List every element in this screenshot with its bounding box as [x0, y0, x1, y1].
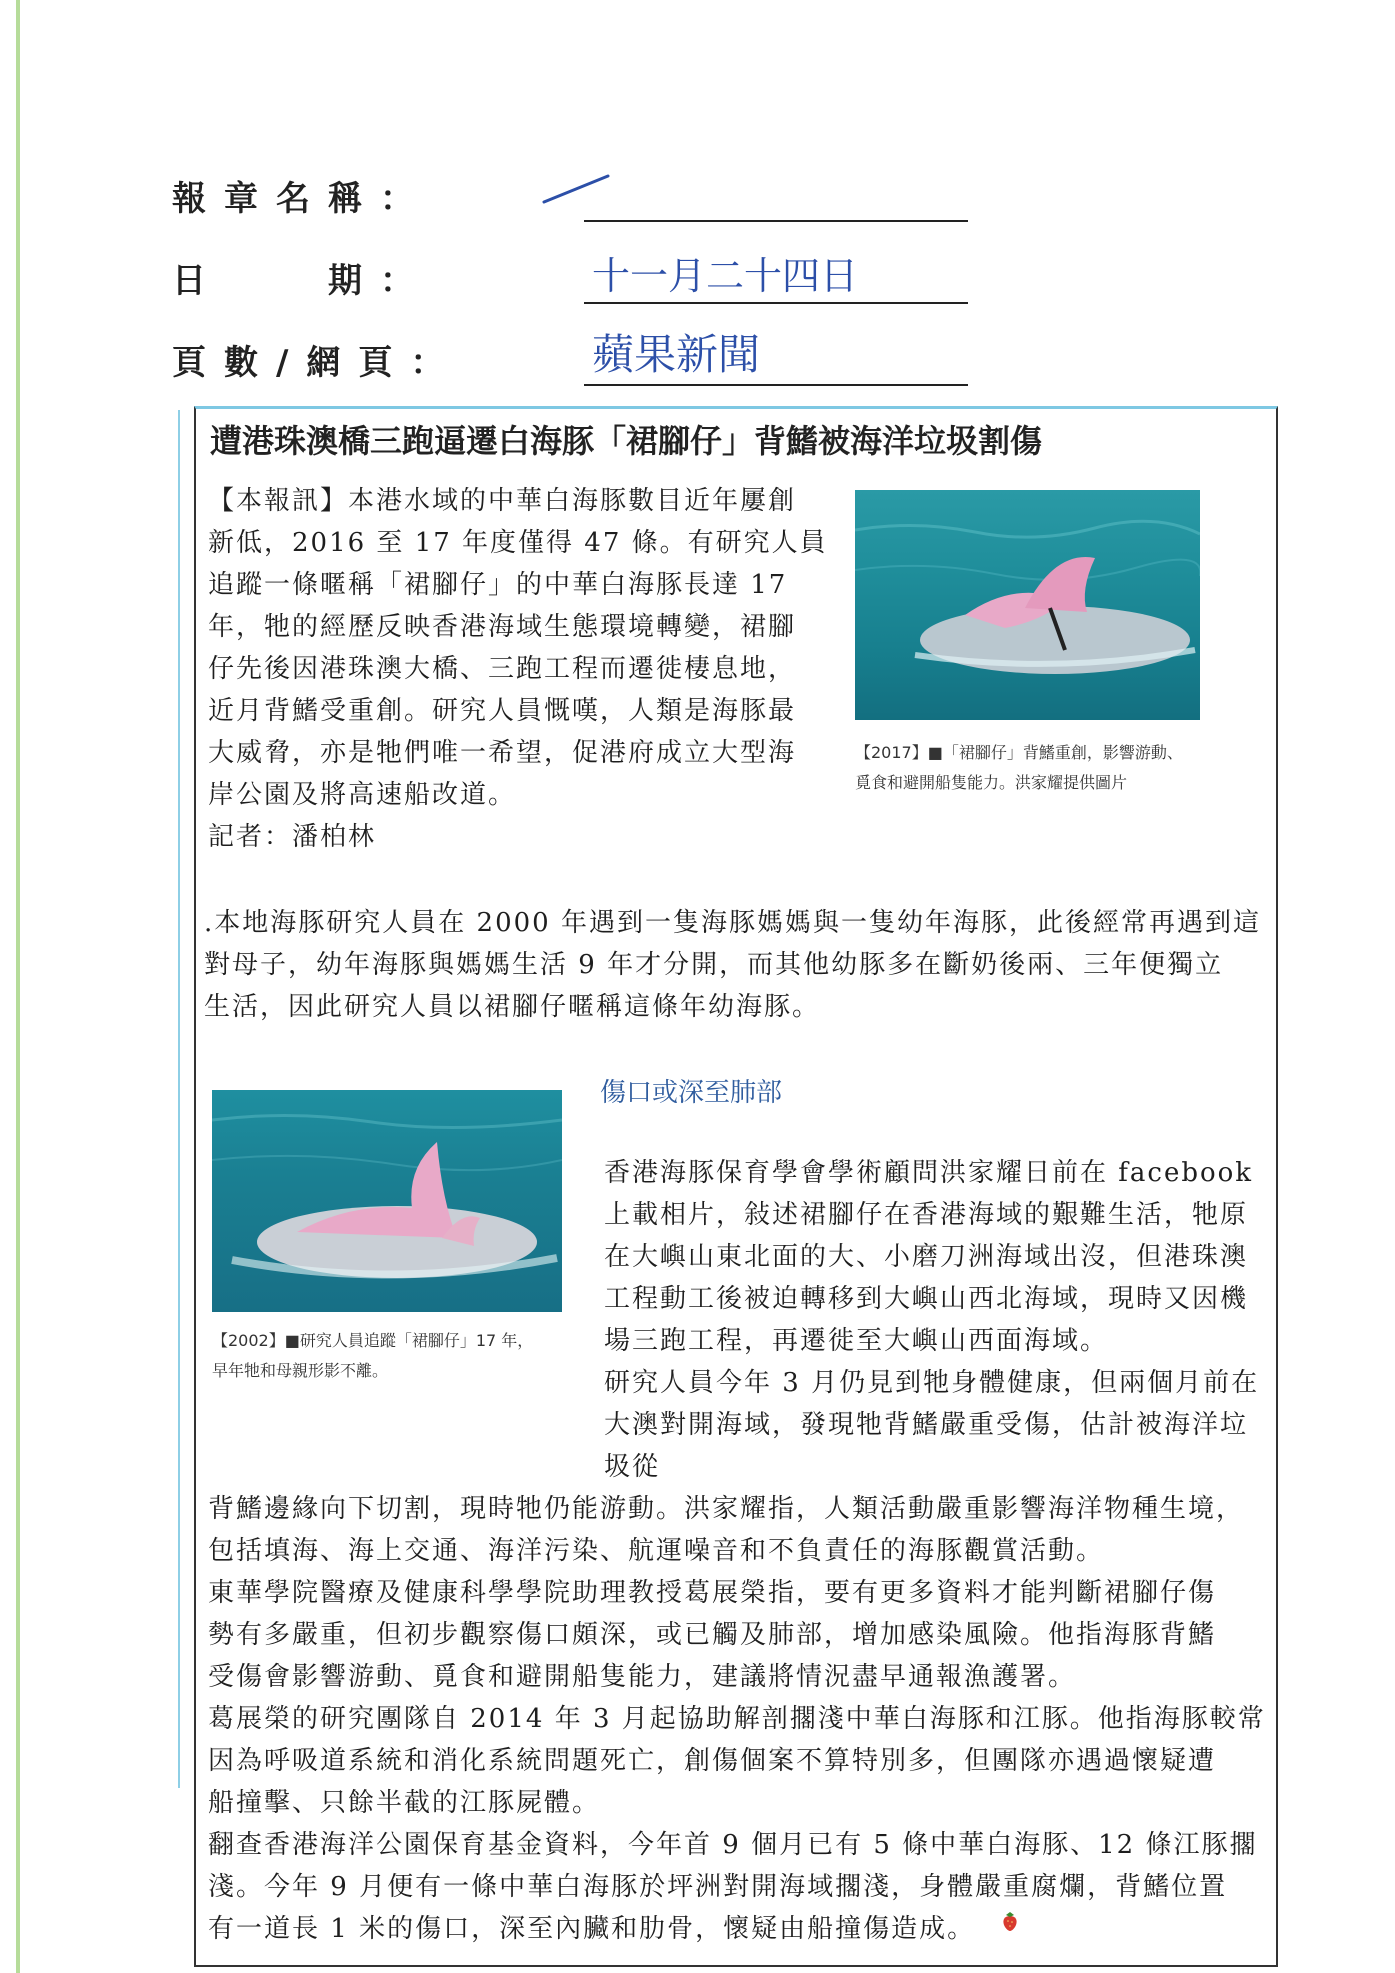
clip-left-mark — [178, 410, 180, 1788]
caption-line: 早年牠和母親形影不離。 — [212, 1361, 389, 1380]
paragraph-line: 背鰭邊緣向下切割，現時牠仍能游動。洪家耀指，人類活動嚴重影響海洋物種生境， — [208, 1494, 1245, 1524]
reporter-byline: 記者：潘柏林 — [208, 822, 377, 852]
date-label: 日 期： — [172, 261, 432, 301]
newspaper-name-line — [584, 220, 968, 222]
article-subheading: 傷口或深至肺部 — [600, 1078, 783, 1108]
paragraph-line: 研究人員今年 3 月仍見到牠身體健康，但兩個月前在 — [604, 1368, 1260, 1398]
paragraph-line: 勢有多嚴重，但初步觀察傷口頗深，或已觸及肺部，增加感染風險。他指海豚背鰭 — [208, 1620, 1217, 1650]
photo2-caption — [212, 1326, 592, 1386]
scan-edge — [16, 0, 20, 1973]
lead-paragraph — [208, 480, 828, 858]
paragraph-line: 葛展榮的研究團隊自 2014 年 3 月起協助解剖擱淺中華白海豚和江豚。他指海豚較常 — [208, 1704, 1266, 1734]
paragraph-line: 因為呼吸道系統和消化系統問題死亡，創傷個案不算特別多，但團隊亦遇過懷疑遭 — [208, 1746, 1217, 1776]
dolphin-photo-2002 — [212, 1090, 562, 1312]
lead-line: 追蹤一條暱稱「裙腳仔」的中華白海豚長達 17 — [208, 570, 788, 600]
paragraph-line: 包括填海、海上交通、海洋污染、航運噪音和不負責任的海豚觀賞活動。 — [208, 1536, 1105, 1566]
lead-line: 近月背鰭受重創。研究人員慨嘆，人類是海豚最 — [208, 696, 797, 726]
lead-line: 仔先後因港珠澳大橋、三跑工程而遷徙棲息地， — [208, 654, 797, 684]
paragraph-line: 大澳對開海域，發現牠背鰭嚴重受傷，估計被海洋垃 — [604, 1410, 1249, 1440]
dolphin-photo-2017 — [855, 490, 1200, 720]
lead-line: 岸公園及將高速船改道。 — [208, 780, 517, 810]
paragraph-line: 船撞擊、只餘半截的江豚屍體。 — [208, 1788, 601, 1818]
paragraph-line: 對母子，幼年海豚與媽媽生活 9 年才分開，而其他幼豚多在斷奶後兩、三年便獨立 — [204, 950, 1224, 980]
lead-line: 年，牠的經歷反映香港海域生態環境轉變，裙腳 — [208, 612, 797, 642]
paragraph-line: 翻查香港海洋公園保育基金資料，今年首 9 個月已有 5 條中華白海豚、12 條江豚擱 — [208, 1830, 1258, 1860]
strawberry-icon — [1000, 1910, 1020, 1932]
caption-line: 【2002】■研究人員追蹤「裙腳仔」17 年， — [212, 1331, 534, 1350]
lead-line: 【本報訊】本港水域的中華白海豚數目近年屢創 — [208, 486, 797, 516]
date-value: 十一月二十四日 — [592, 254, 859, 298]
caption-line: 覓食和避開船隻能力。洪家耀提供圖片 — [855, 773, 1128, 792]
lead-line: 新低，2016 至 17 年度僅得 47 條。有研究人員 — [208, 528, 828, 558]
paragraph-line: 淺。今年 9 月便有一條中華白海豚於坪洲對開海域擱淺，身體嚴重腐爛，背鰭位置 — [208, 1872, 1228, 1902]
newspaper-name-value — [540, 172, 612, 206]
paragraph-line: 生活，因此研究人員以裙腳仔暱稱這條年幼海豚。 — [204, 992, 821, 1022]
paragraph-line: 有一道長 1 米的傷口，深至內臟和肋骨，懷疑由船撞傷造成。 — [208, 1914, 976, 1944]
history-paragraph — [204, 902, 1264, 1028]
paragraph-line: 圾從 — [604, 1452, 661, 1482]
paragraph-line: .本地海豚研究人員在 2000 年遇到一隻海豚媽媽與一隻幼年海豚，此後經常再遇到這 — [204, 908, 1261, 938]
paragraph-line: 場三跑工程，再遷徙至大嶼山西面海域。 — [604, 1326, 1109, 1356]
paragraph-line: 香港海豚保育學會學術顧問洪家耀日前在 facebook — [604, 1158, 1254, 1188]
paragraph-line: 在大嶼山東北面的大、小磨刀洲海域出沒，但港珠澳 — [604, 1242, 1249, 1272]
bottom-paragraphs — [208, 1488, 1268, 1950]
page-label: 頁數/網頁： — [172, 343, 463, 383]
photo1-caption — [855, 738, 1255, 798]
paragraph-line: 上載相片，敍述裙腳仔在香港海域的艱難生活，牠原 — [604, 1200, 1249, 1230]
paragraph-line: 工程動工後被迫轉移到大嶼山西北海域，現時又因機 — [604, 1284, 1249, 1314]
paragraph-line: 東華學院醫療及健康科學學院助理教授葛展榮指，要有更多資料才能判斷裙腳仔傷 — [208, 1578, 1217, 1608]
right-column-paragraph — [604, 1152, 1274, 1488]
page-line — [584, 384, 968, 386]
article-headline: 遭港珠澳橋三跑逼遷白海豚「裙腳仔」背鰭被海洋垃圾割傷 — [210, 422, 1043, 460]
page-value: 蘋果新聞 — [592, 330, 761, 379]
caption-line: 【2017】■「裙腳仔」背鰭重創，影響游動、 — [855, 743, 1183, 762]
paragraph-line: 受傷會影響游動、覓食和避開船隻能力，建議將情況盡早通報漁護署。 — [208, 1662, 1077, 1692]
date-line — [584, 302, 968, 304]
lead-line: 大威脅，亦是牠們唯一希望，促港府成立大型海 — [208, 738, 797, 768]
newspaper-name-label: 報章名稱： — [172, 179, 432, 219]
